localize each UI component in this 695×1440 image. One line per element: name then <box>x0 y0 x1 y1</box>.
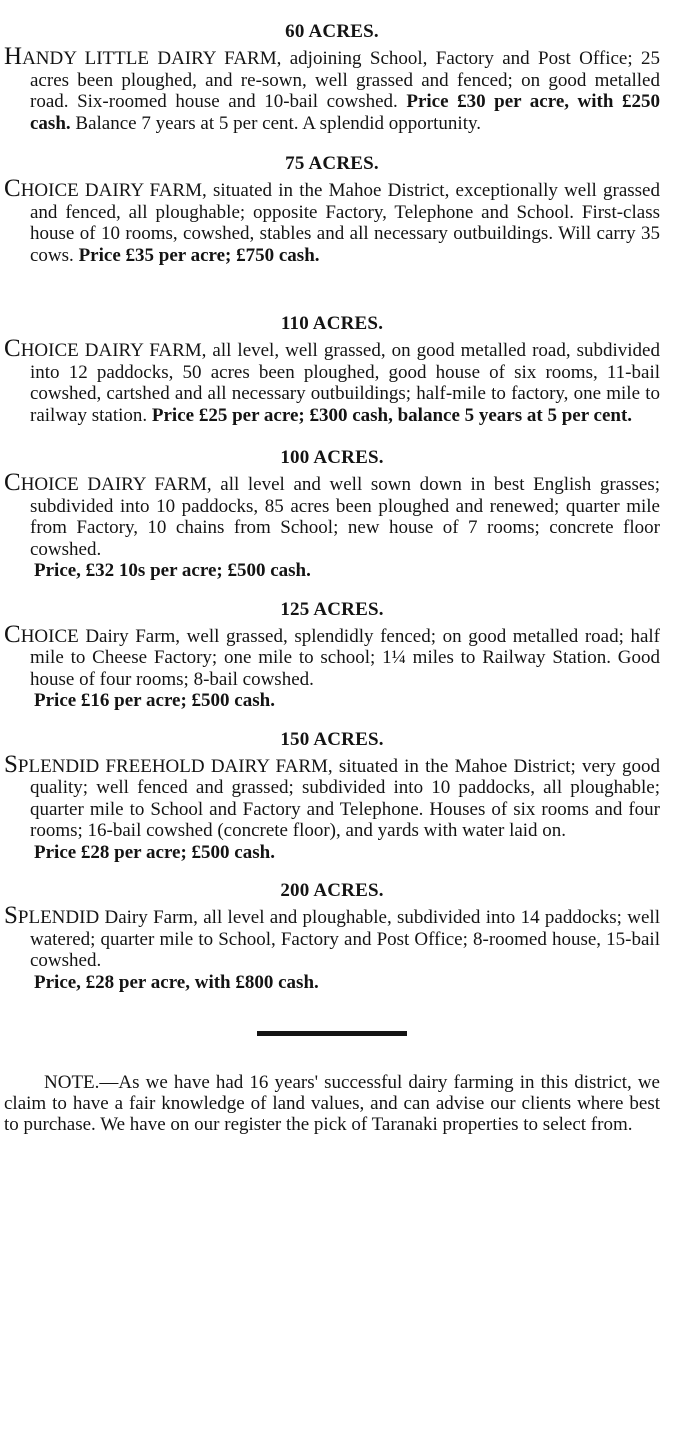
listing-body: ANDY LITTLE DAIRY FARM, adjoining School, Factory and Post Office; 25 acres been ploughed, and re-sown, well grassed and fenced; on good metalled road. Six-roomed house and 10-bail cowshed. <box>22 48 660 112</box>
listing-100-acres <box>4 446 660 582</box>
section-divider-rule <box>257 1031 407 1036</box>
advertisement-column <box>4 20 660 1135</box>
listing-150-acres <box>4 728 660 864</box>
listing-description <box>4 620 660 691</box>
listing-price: Price £16 per acre; £500 cash. <box>34 690 275 711</box>
listing-terms: Balance 7 years at 5 per cent. A splendid opportunity. <box>75 112 481 134</box>
listing-price: Price, £32 10s per acre; £500 cash. <box>34 560 311 581</box>
note-paragraph: NOTE.—As we have had 16 years' successful dairy farming in this district, we claim to have a fair knowledge of land values, and can advise our clients where best to purchase. We have on our register the pick of Taranaki properties to select from. <box>4 1072 660 1135</box>
drop-letter: S <box>4 902 18 929</box>
listing-heading: 100 ACRES. <box>280 447 384 468</box>
listing-body: PLENDID Dairy Farm, all level and ploughable, subdivided into 14 paddocks; well watered; quarter mile to School, Factory and Post Office; 8-roomed house, 15-bail cowshed. <box>17 907 660 971</box>
listing-heading: 110 ACRES. <box>280 313 384 334</box>
listing-description <box>4 43 660 134</box>
drop-letter: C <box>4 620 21 648</box>
listing-price: Price £30 per acre, with £250 cash. <box>30 91 660 134</box>
listing-description <box>4 902 660 972</box>
listing-body: HOICE DAIRY FARM, situated in the Mahoe District, exceptionally well grassed and fenced, all ploughable; opposite Factory, Telephone and School. First-class house of 10 rooms, cowshed, stables and all necessary outbuildings. Will carry 35 cows. <box>20 180 660 266</box>
drop-letter: C <box>4 175 21 202</box>
drop-letter: S <box>4 750 18 778</box>
listing-description <box>4 750 660 842</box>
listing-body: HOICE DAIRY FARM, all level and well sown down in best English grasses; subdivided into 10 paddocks, 85 acres been ploughed and renewed; quarter mile from Factory, 10 chains from School; new house of 7 rooms; concrete floor cowshed. <box>20 474 660 560</box>
drop-letter: H <box>4 43 23 70</box>
listing-200-acres <box>4 879 660 993</box>
note-section <box>4 1072 660 1135</box>
listing-heading: 60 ACRES. <box>285 21 379 42</box>
listing-heading: 125 ACRES. <box>280 598 384 620</box>
drop-letter: C <box>4 335 21 362</box>
listing-price: Price £28 per acre; £500 cash. <box>34 841 275 863</box>
listing-price: Price £25 per acre; £300 cash, balance 5 years at 5 per cent. <box>151 404 633 426</box>
drop-letter: C <box>4 469 21 496</box>
listing-110-acres <box>4 312 660 426</box>
listing-60-acres <box>4 20 660 134</box>
listing-description <box>4 175 660 266</box>
listing-body: HOICE DAIRY FARM, all level, well grassed, on good metalled road, subdivided into 12 paddocks, 50 acres been ploughed, good house of six rooms, 11-bail cowshed, cartshed and all necessary outbuildings; half-mile to factory, one mile to railway station. <box>20 340 660 426</box>
listing-heading: 200 ACRES. <box>280 880 384 901</box>
listing-75-acres <box>4 152 660 266</box>
listing-heading: 150 ACRES. <box>280 728 384 750</box>
listing-description <box>4 335 660 426</box>
listing-price: Price, £28 per acre, with £800 cash. <box>34 971 319 993</box>
listing-body: PLENDID FREEHOLD DAIRY FARM, situated in the Mahoe District; very good quality; well fenced and grassed; subdivided into 10 paddocks, all ploughable; quarter mile to School and Factory and Telephone. Houses of six rooms and four rooms; 16-bail cowshed (concrete floor), and yards with water laid on. <box>17 755 660 841</box>
listing-body: HOICE Dairy Farm, well grassed, splendidly fenced; on good metalled road; half mile to Cheese Factory; one mile to school; 1¼ miles to Railway Station. Good house of four rooms; 8-bail cowshed. <box>20 625 660 690</box>
listing-heading: 75 ACRES. <box>285 153 379 174</box>
listing-price: Price £35 per acre; £750 cash. <box>78 244 320 266</box>
listing-125-acres <box>4 598 660 712</box>
listing-description <box>4 469 660 560</box>
